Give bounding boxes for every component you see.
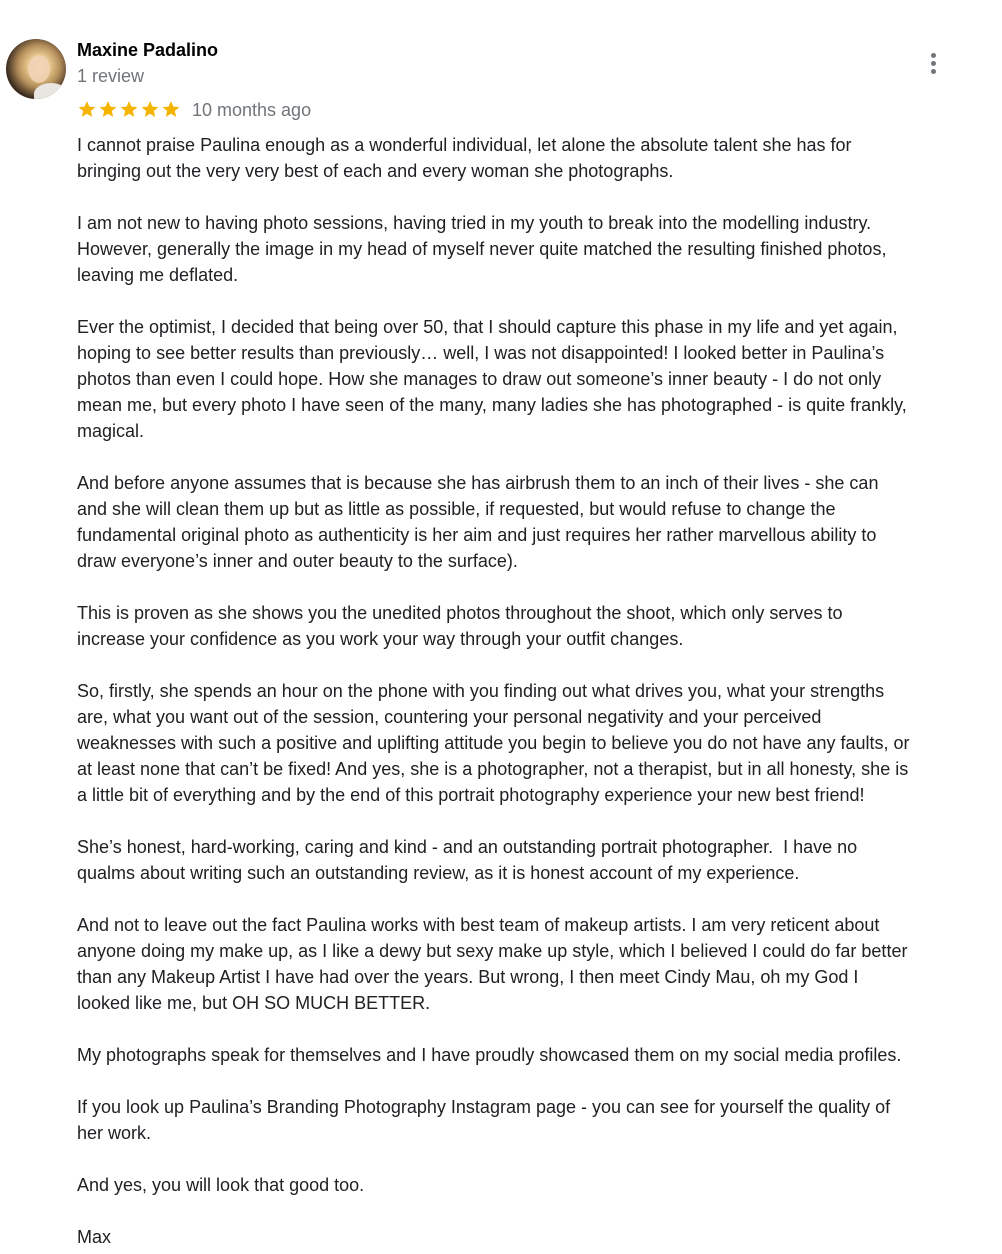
more-vertical-icon-dot: [931, 69, 936, 74]
review-paragraph: She’s honest, hard-working, caring and kind - and an outstanding portrait photographer. I have no qualms about writing such an outstanding review, as it is honest account of my experience.: [77, 837, 858, 883]
avatar-shoulder: [34, 83, 66, 99]
review-paragraph: Ever the optimist, I decided that being over 50, that I should capture this phase in my life and yet again, hoping to see better results than previously… well, I was not disappointed! I looked better in Paulina’s photos than even I could hope. How she manages to draw out someone’s inner beauty - I do not only mean me, but every photo I have seen of the many, many ladies she has photographed - is quite frankly, magical.: [77, 317, 907, 441]
star-icon: [140, 99, 160, 119]
review-paragraph: And not to leave out the fact Paulina works with best team of makeup artists. I am very reticent about anyone doing my make up, as I like a dewy but sexy make up style, which I believed I could do far better than any Makeup Artist I have had over the years. But wrong, I then meet Cindy Mau, oh my God I looked like me, but OH SO MUCH BETTER.: [77, 915, 908, 1013]
review-paragraph: If you look up Paulina’s Branding Photography Instagram page - you can see for yourself the quality of her work.: [77, 1097, 891, 1143]
more-vertical-icon-dot: [931, 61, 936, 66]
avatar-face: [28, 55, 50, 83]
review-paragraph: I am not new to having photo sessions, having tried in my youth to break into the modelling industry. However, generally the image in my head of myself never quite matched the resulting finished photos, leaving me deflated.: [77, 213, 887, 285]
review-paragraph: I cannot praise Paulina enough as a wonderful individual, let alone the absolute talent she has for bringing out the very very best of each and every woman she photographs.: [77, 135, 852, 181]
review-paragraph: This is proven as she shows you the unedited photos throughout the shoot, which only serves to increase your confidence as you work your way through your outfit changes.: [77, 603, 843, 649]
star-icon: [77, 99, 97, 119]
star-icon: [161, 99, 181, 119]
star-icon: [98, 99, 118, 119]
review-date: 10 months ago: [192, 100, 312, 120]
reviewer-review-count: 1 review: [77, 66, 145, 86]
review-paragraph: And yes, you will look that good too.: [77, 1175, 365, 1195]
reviewer-name[interactable]: Maxine Padalino: [77, 40, 219, 60]
review-signature: Max: [77, 1227, 112, 1247]
star-rating: [77, 99, 181, 119]
more-options-button[interactable]: [919, 48, 947, 78]
review-paragraph: My photographs speak for themselves and I have proudly showcased them on my social media profiles.: [77, 1045, 902, 1065]
reviewer-avatar[interactable]: [6, 39, 66, 99]
more-vertical-icon: [931, 53, 936, 58]
star-icon: [119, 99, 139, 119]
review-paragraph: And before anyone assumes that is because she has airbrush them to an inch of their lives - she can and she will clean them up but as little as possible, if requested, but would refuse to change the fundamental original photo as authenticity is her aim and just requires her rather marvellous ability to draw everyone’s inner and outer beauty to the surface).: [77, 473, 879, 571]
rating-row: [77, 96, 311, 122]
review-text: [77, 132, 987, 1250]
review-paragraph: So, firstly, she spends an hour on the phone with you finding out what drives you, what your strengths are, what you want out of the session, countering your personal negativity and your perceived weaknesses with such a positive and uplifting attitude you begin to believe you do not have any faults, or at least none that can’t be fixed! And yes, she is a photographer, not a therapist, but in all honesty, she is a little bit of everything and by the end of this portrait photography experience your new best friend!: [77, 681, 910, 805]
